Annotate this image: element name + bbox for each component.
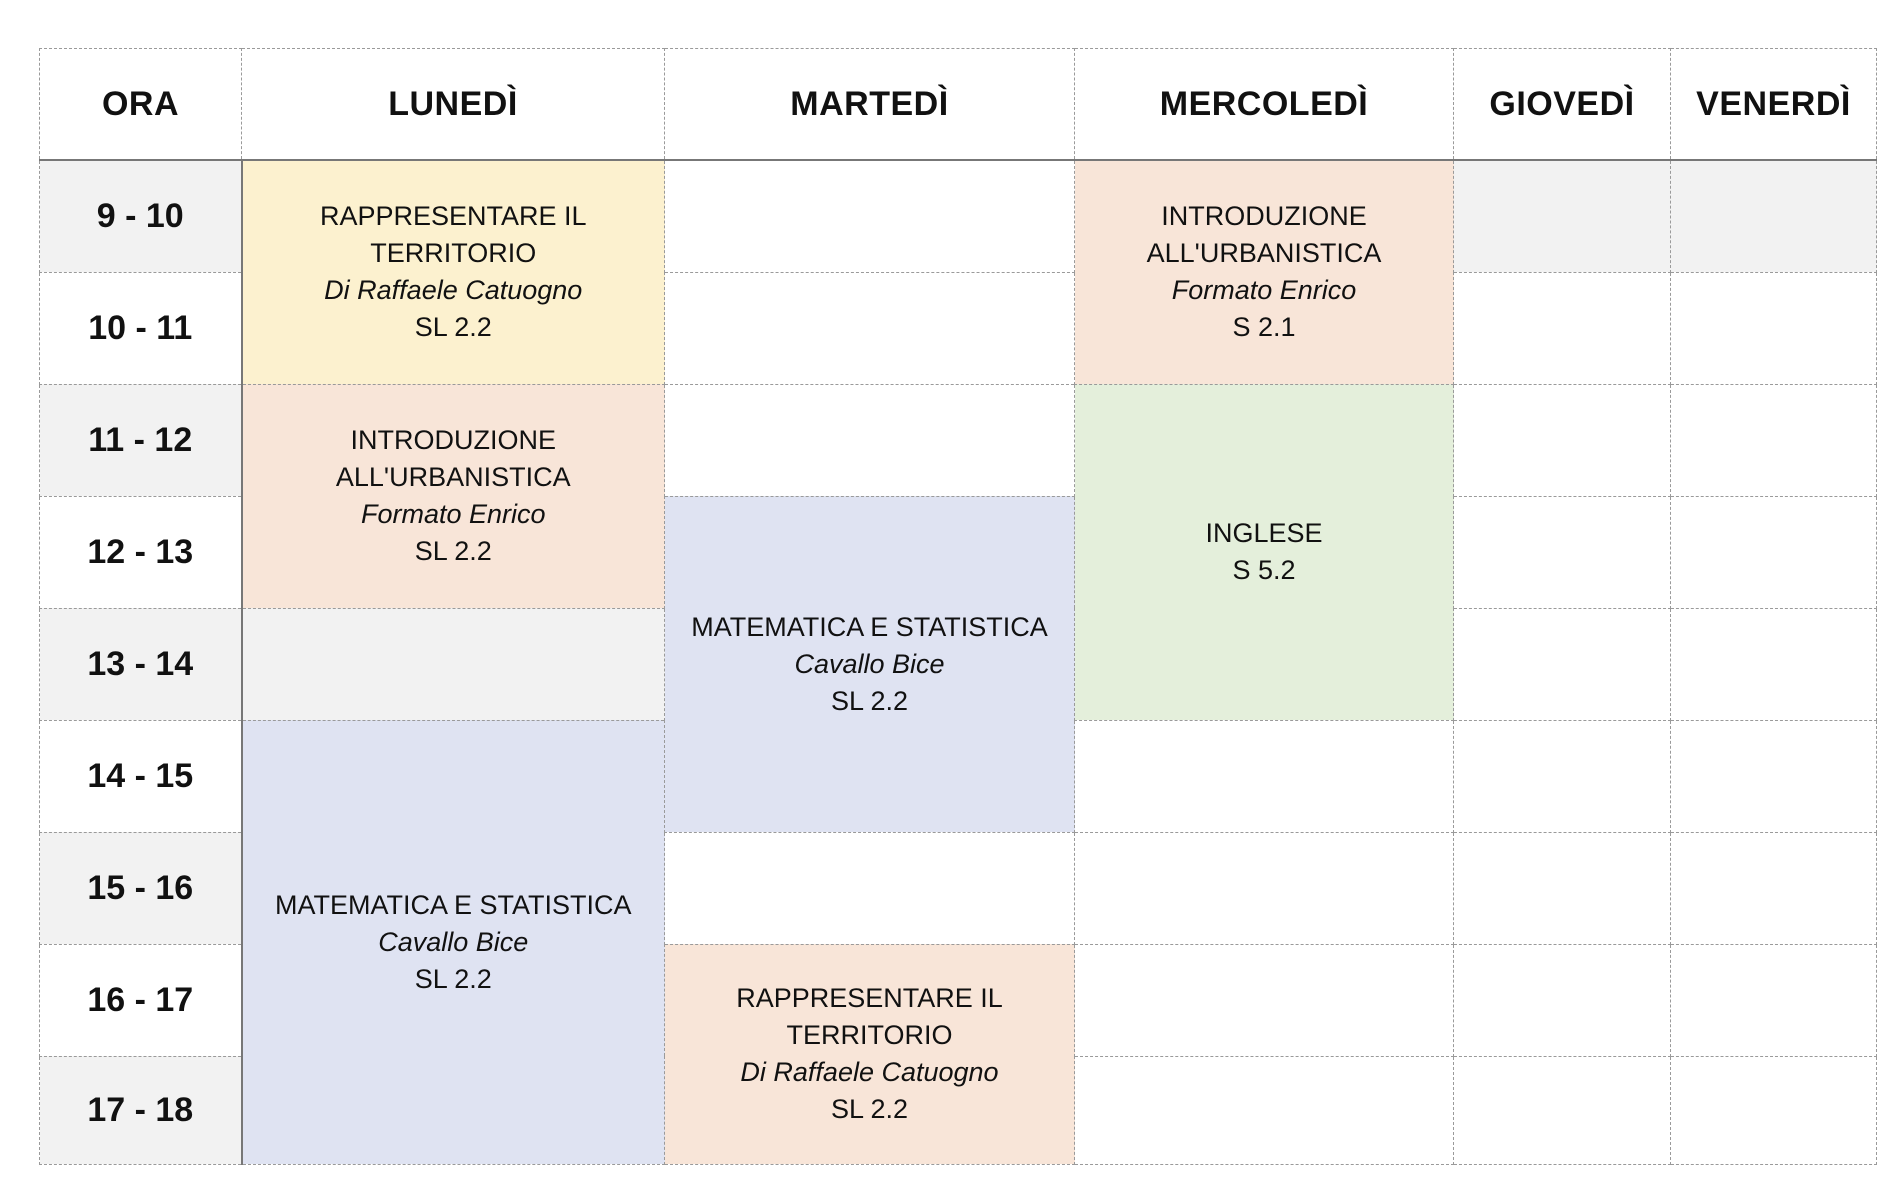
lesson-cell-monday (242, 384, 665, 608)
lesson-teacher: Formato Enrico (1171, 275, 1357, 306)
hour-label: 16 - 17 (40, 944, 242, 1056)
lesson-room: S 5.2 (1232, 555, 1296, 585)
empty-cell (665, 160, 1075, 272)
empty-cell (1671, 944, 1877, 1056)
lesson-room: SL 2.2 (414, 536, 492, 566)
empty-cell (1671, 608, 1877, 720)
lesson-subject: MATEMATICA E STATISTICA (691, 611, 1048, 642)
lesson-subject: MATEMATICA E STATISTICA (274, 889, 632, 920)
empty-cell (1454, 272, 1671, 384)
lesson-subject: INTRODUZIONE ALL'URBANISTICA (335, 425, 571, 492)
empty-cell (665, 272, 1075, 384)
hour-label: 12 - 13 (40, 496, 242, 608)
lesson-cell-wednesday (1075, 160, 1454, 384)
hour-label: 11 - 12 (40, 384, 242, 496)
empty-cell (1454, 160, 1671, 272)
empty-cell (1454, 832, 1671, 944)
lesson-subject: INTRODUZIONE ALL'URBANISTICA (1146, 201, 1382, 269)
lesson-subject: INGLESE (1205, 518, 1323, 548)
lesson-cell-tuesday (665, 496, 1075, 832)
lesson-room: SL 2.2 (830, 685, 909, 716)
hour-label: 14 - 15 (40, 720, 242, 832)
hour-label: 15 - 16 (40, 832, 242, 944)
lesson-cell-wednesday (1075, 384, 1454, 720)
empty-cell (1671, 720, 1877, 832)
empty-cell (1075, 720, 1454, 832)
table-row (40, 384, 1877, 496)
lesson-room: SL 2.2 (414, 312, 492, 343)
empty-cell (1454, 1056, 1671, 1164)
lesson-teacher: Formato Enrico (360, 499, 546, 529)
lesson-teacher: Di Raffaele Catuogno (324, 275, 583, 306)
header-friday: VENERDÌ (1671, 49, 1877, 161)
lesson-subject: RAPPRESENTARE IL TERRITORIO (319, 201, 587, 269)
empty-cell (1454, 496, 1671, 608)
lesson-room: S 2.1 (1232, 312, 1296, 343)
lesson-room: SL 2.2 (414, 963, 492, 994)
empty-cell (1454, 384, 1671, 496)
empty-cell (1454, 944, 1671, 1056)
lesson-cell-tuesday (665, 944, 1075, 1164)
header-tuesday: MARTEDÌ (665, 49, 1075, 161)
empty-cell (242, 608, 665, 720)
lesson-cell-monday (242, 720, 665, 1164)
empty-cell (665, 384, 1075, 496)
empty-cell (1671, 832, 1877, 944)
empty-cell (1075, 832, 1454, 944)
empty-cell (1671, 160, 1877, 272)
empty-cell (1671, 384, 1877, 496)
empty-cell (1454, 608, 1671, 720)
empty-cell (1671, 496, 1877, 608)
hour-label: 17 - 18 (40, 1056, 242, 1164)
empty-cell (1075, 1056, 1454, 1164)
hour-label: 13 - 14 (40, 608, 242, 720)
header-row (40, 49, 1877, 161)
lesson-cell-monday (242, 160, 665, 384)
lesson-subject: RAPPRESENTARE IL TERRITORIO (736, 983, 1003, 1050)
header-wednesday: MERCOLEDÌ (1075, 49, 1454, 161)
lesson-teacher: Cavallo Bice (794, 648, 945, 679)
header-hour: ORA (40, 49, 242, 161)
timetable (39, 48, 1877, 1165)
table-row (40, 160, 1877, 272)
header-monday: LUNEDÌ (242, 49, 665, 161)
lesson-room: SL 2.2 (830, 1094, 909, 1124)
empty-cell (1075, 944, 1454, 1056)
empty-cell (1454, 720, 1671, 832)
hour-label: 10 - 11 (40, 272, 242, 384)
empty-cell (1671, 1056, 1877, 1164)
empty-cell (665, 832, 1075, 944)
header-thursday: GIOVEDÌ (1454, 49, 1671, 161)
empty-cell (1671, 272, 1877, 384)
hour-label: 9 - 10 (40, 160, 242, 272)
lesson-teacher: Cavallo Bice (378, 926, 529, 957)
lesson-teacher: Di Raffaele Catuogno (740, 1057, 999, 1087)
